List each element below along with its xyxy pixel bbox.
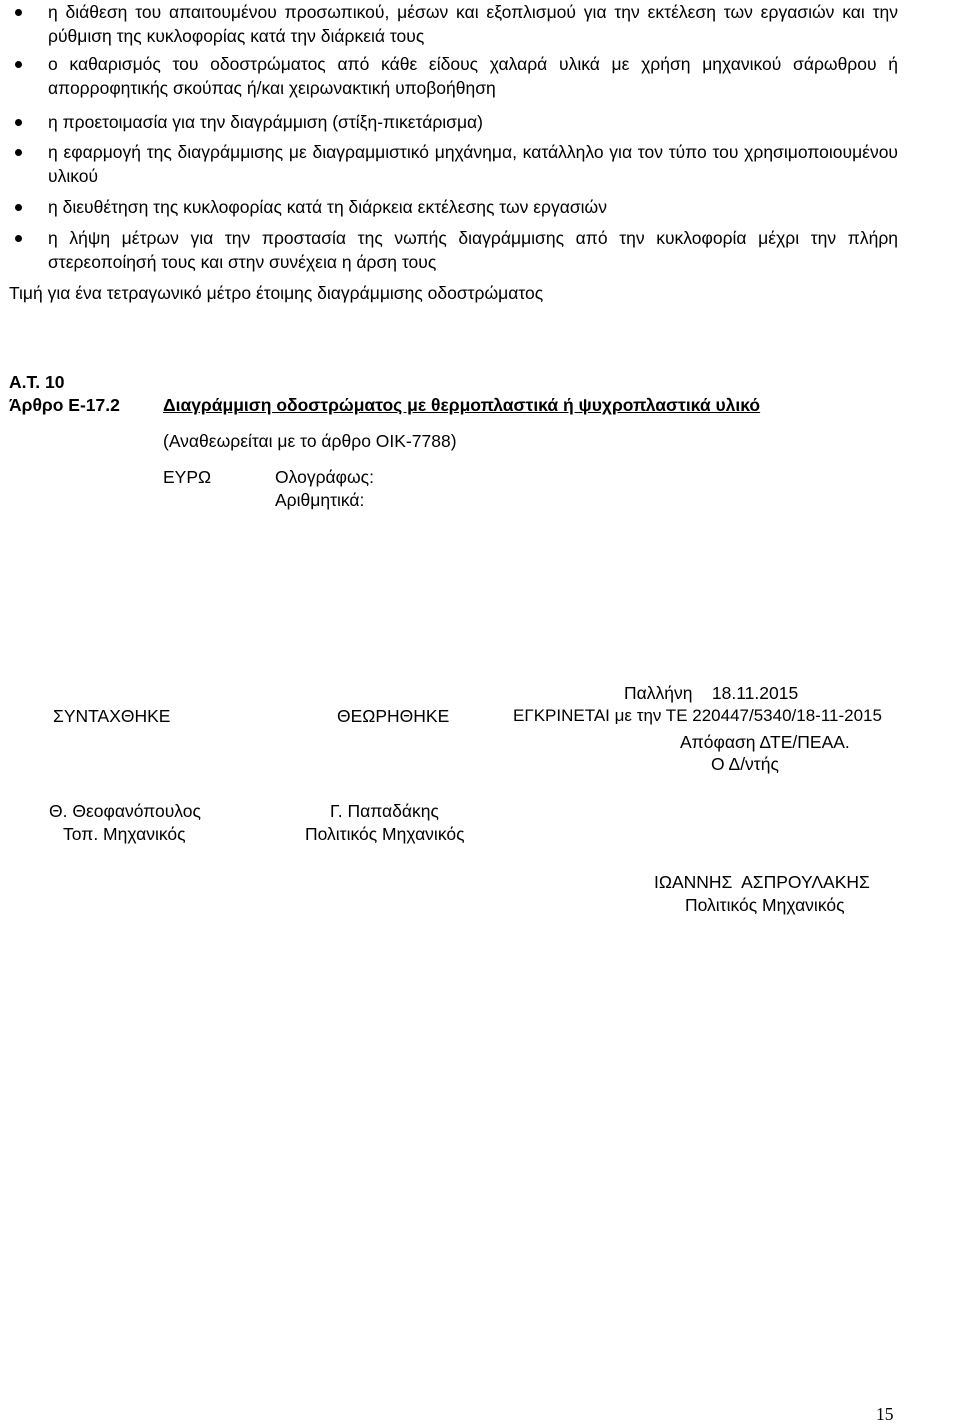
composed-label: ΣΥΝΤΑΧΘΗΚΕ: [53, 706, 171, 726]
decision-label: Απόφαση ΔΤΕ/ΠΕΑΑ.: [680, 732, 850, 752]
reviewer-title: Πολιτικός Μηχανικός: [305, 824, 465, 844]
bullet-item: [48, 110, 898, 134]
approved-label: ΕΓΚΡΙΝΕΤΑΙ με την ΤΕ 220447/5340/18-11-2015: [513, 706, 882, 725]
bullet-item: [48, 0, 898, 48]
place-date: Παλλήνη 18.11.2015: [624, 683, 799, 703]
bullet-dot: [15, 61, 22, 68]
director-label: Ο Δ/ντής: [711, 754, 779, 774]
bullet-item: [48, 52, 898, 100]
composer-name: Θ. Θεοφανόπουλος: [49, 801, 201, 821]
bullet-item: [48, 140, 898, 188]
composer-title: Τοπ. Μηχανικός: [63, 824, 186, 844]
bullet-dot: [15, 149, 22, 156]
currency-label: ΕΥΡΩ: [163, 467, 212, 487]
bullet-text: ο καθαρισμός του οδοστρώματος από κάθε είδους χαλαρά υλικά με χρήση μηχανικού σάρωθρου ή απορροφητικής σκούπας ή/και χειρωνακτική υποβοήθηση: [48, 54, 898, 98]
page-number: 15: [876, 1404, 894, 1424]
bullet-text: η προετοιμασία για την διαγράμμιση (στίξη-πικετάρισμα): [48, 112, 483, 132]
bullet-dot: [15, 204, 22, 211]
bullet-text: η εφαρμογή της διαγράμμισης με διαγραμμιστικό μηχάνημα, κατάλληλο για τον τύπο του χρησιμοποιουμένου υλικού: [48, 142, 898, 186]
bullet-dot: [15, 9, 22, 16]
approver-name: ΙΩΑΝΝΗΣ ΑΣΠΡΟΥΛΑΚΗΣ: [654, 872, 870, 892]
article-reference: (Αναθεωρείται με το άρθρο ΟΙΚ-7788): [163, 431, 457, 451]
article-at: Α.Τ. 10: [9, 372, 65, 392]
bullet-text: η διάθεση του απαιτουμένου προσωπικού, μέσων και εξοπλισμού για την εκτέλεση των εργασιών και την ρύθμιση της κυκλοφορίας κατά την διάρκειά τους: [48, 2, 898, 46]
reviewer-name: Γ. Παπαδάκης: [330, 801, 439, 821]
in-words-label: Ολογράφως:: [275, 467, 374, 487]
bullet-item: [48, 195, 898, 219]
price-line: Τιμή για ένα τετραγωνικό μέτρο έτοιμης διαγράμμισης οδοστρώματος: [9, 283, 544, 303]
in-numbers-label: Αριθμητικά:: [275, 490, 365, 510]
article-code: Άρθρο Ε-17.2: [9, 395, 120, 415]
reviewed-label: ΘΕΩΡΗΘΗΚΕ: [337, 706, 450, 726]
bullet-item: [48, 226, 898, 274]
bullet-text: η λήψη μέτρων για την προστασία της νωπής διαγράμμισης από την κυκλοφορία μέχρι την πλήρη στερεοποίησή τους και στην συνέχεια η άρση τους: [48, 228, 898, 272]
bullet-dot: [15, 119, 22, 126]
bullet-text: η διευθέτηση της κυκλοφορίας κατά τη διάρκεια εκτέλεσης των εργασιών: [48, 197, 607, 217]
article-title: Διαγράμμιση οδοστρώματος με θερμοπλαστικά ή ψυχροπλαστικά υλικό: [163, 395, 761, 415]
approver-title: Πολιτικός Μηχανικός: [685, 895, 845, 915]
bullet-dot: [15, 235, 22, 242]
